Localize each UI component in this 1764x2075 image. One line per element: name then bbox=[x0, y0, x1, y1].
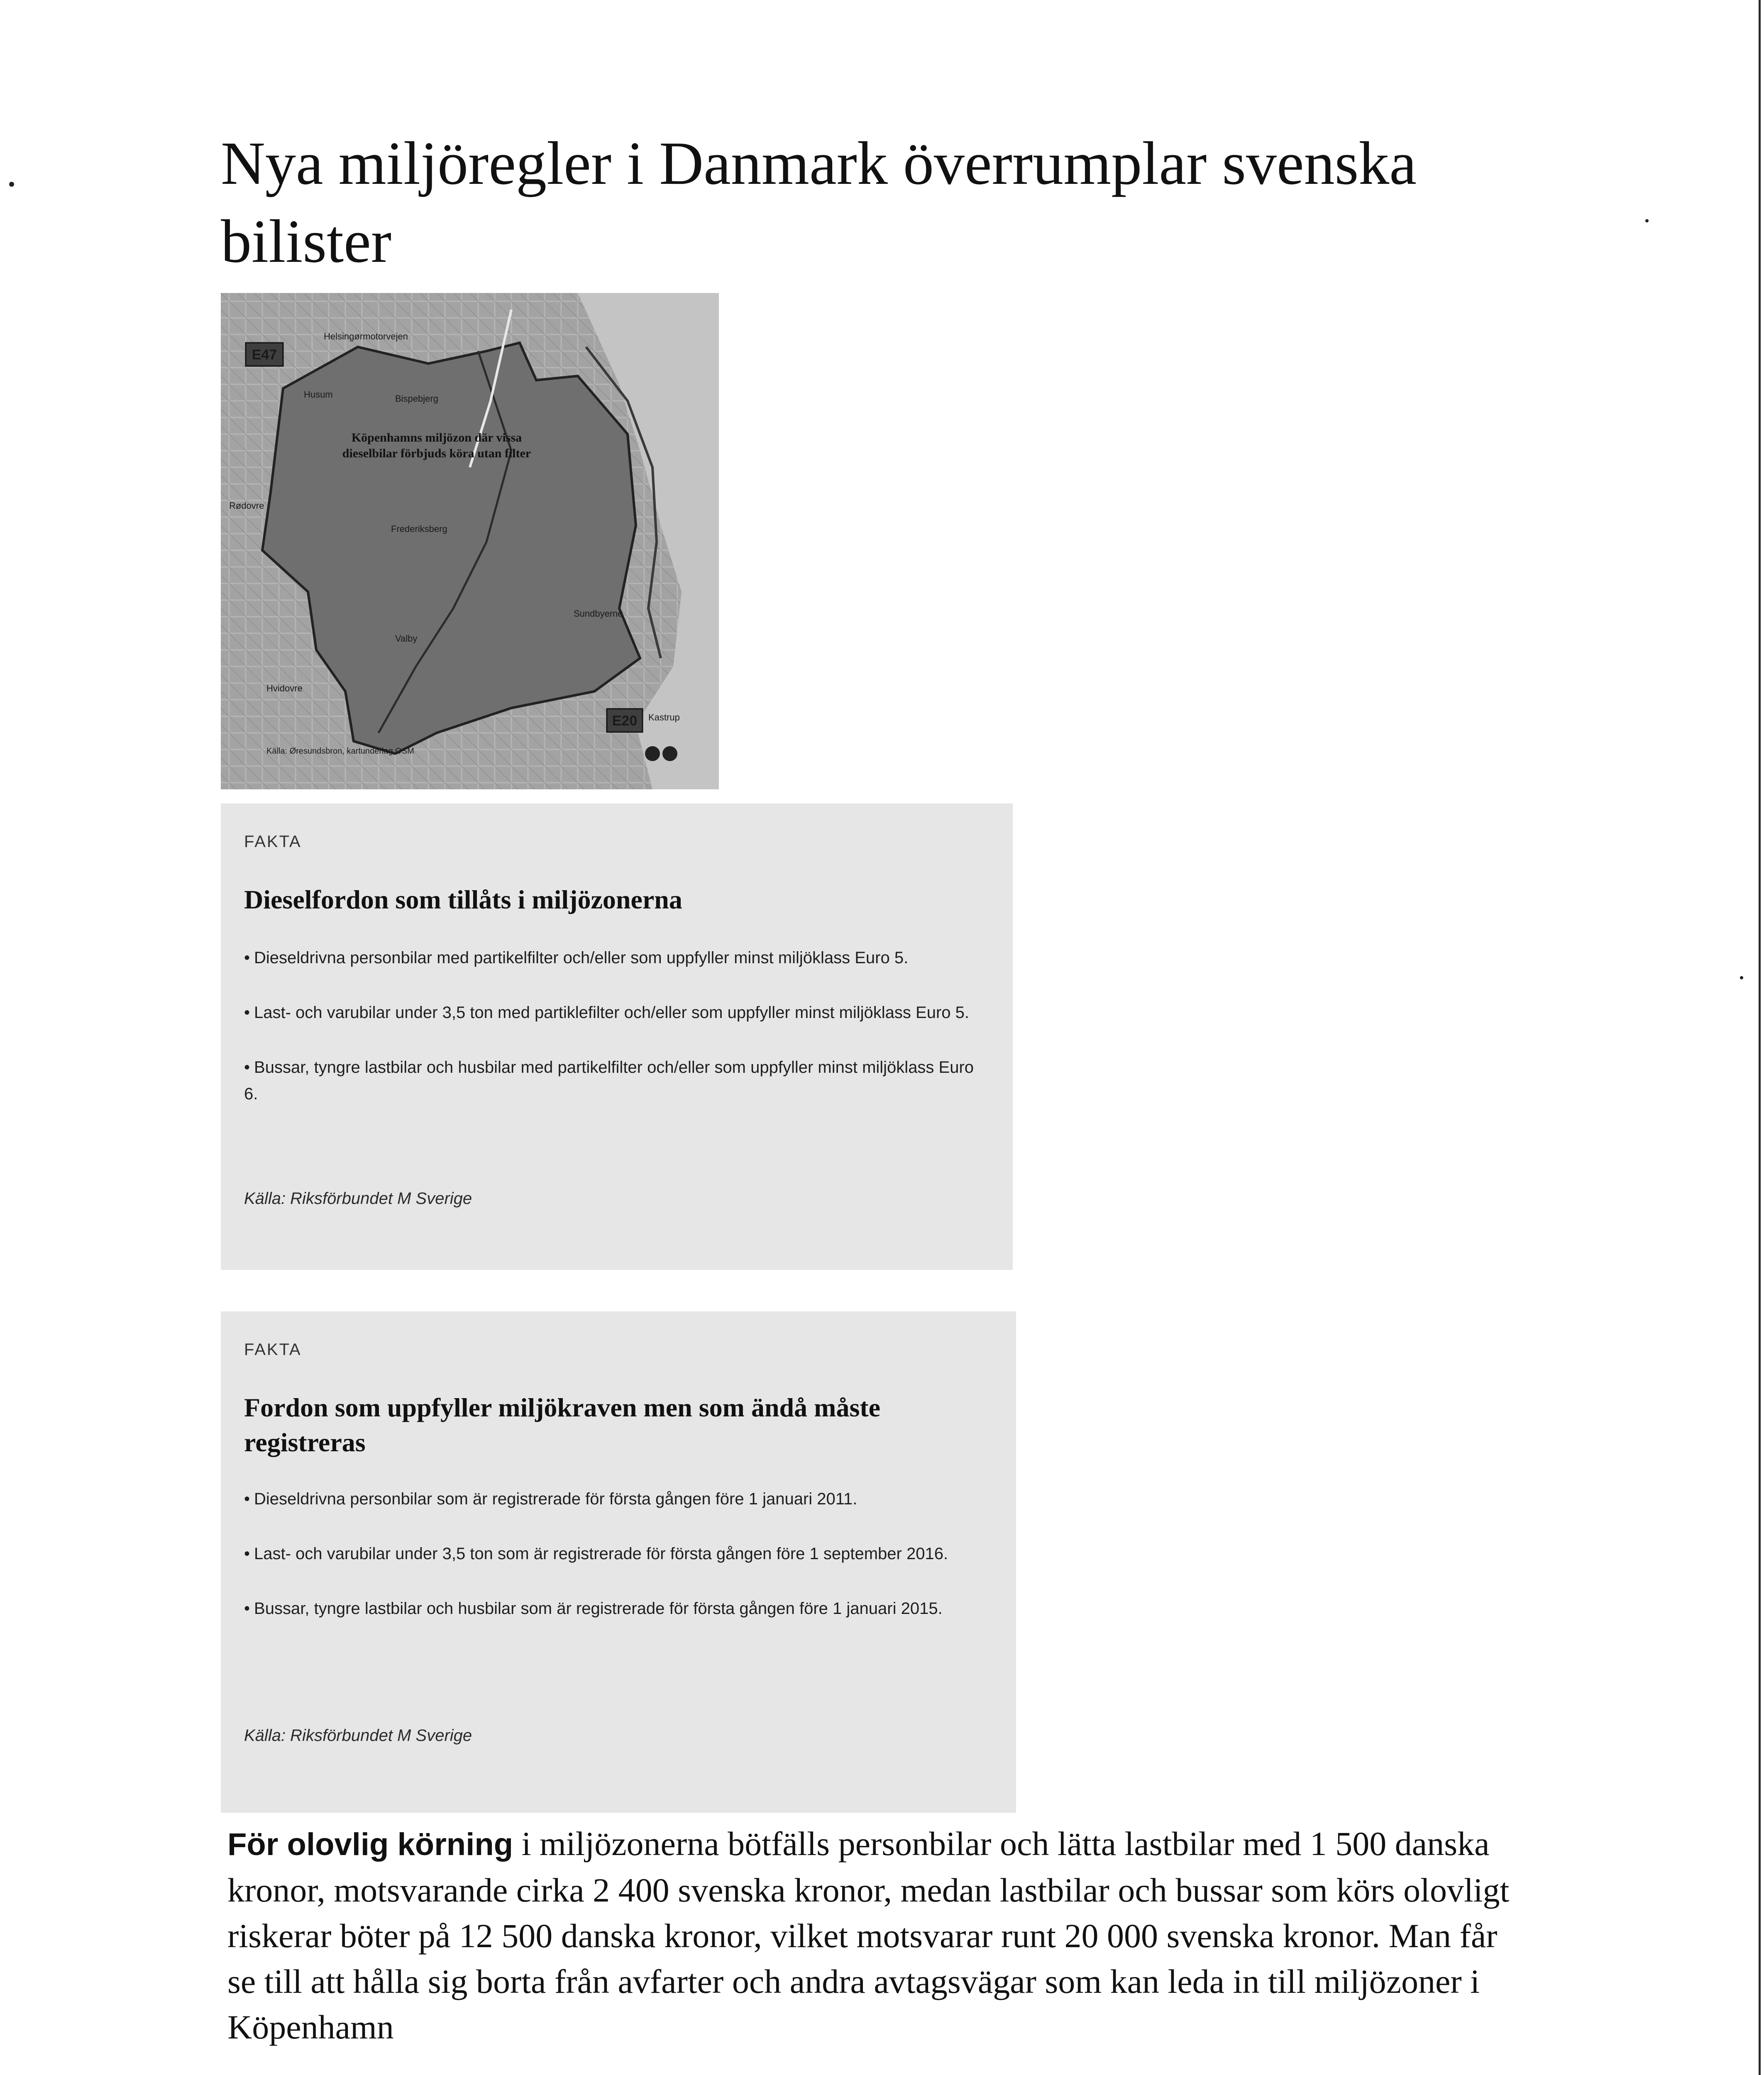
fact-title: Dieselfordon som tillåts i miljözonerna bbox=[244, 885, 682, 914]
place-label-valby: Valby bbox=[395, 633, 418, 644]
fact-source: Källa: Riksförbundet M Sverige bbox=[244, 1189, 472, 1208]
road-shield-e20 bbox=[607, 709, 643, 732]
page-edge-shadow bbox=[1759, 0, 1761, 2075]
map-caption: Köpenhamns miljözon där vissa dieselbilar förbjuds köra utan filter bbox=[342, 431, 531, 460]
fact-list bbox=[244, 945, 991, 1135]
place-label-husum: Husum bbox=[304, 389, 333, 400]
place-label-rodovre: Rødovre bbox=[229, 500, 264, 511]
map-logo-right-icon bbox=[662, 746, 677, 761]
scan-speck bbox=[1740, 976, 1743, 979]
body-lead-in: För olovlig körning bbox=[227, 1827, 513, 1862]
article-body bbox=[227, 1821, 1514, 2050]
scan-speck bbox=[9, 182, 14, 187]
body-text: i miljözonerna bötfälls personbilar och lätta lastbilar med 1 500 danska kronor, motsvarande cirka 2 400 svenska kronor, medan lastbilar och bussar som körs olovligt riskerar böter på 12 500 danska kronor, vilket motsvarar runt 20 000 svenska kronor. Man får se till att hålla sig borta från avfarter och andra avtagsvägar som kan leda in till miljözoner i Köpenhamn bbox=[227, 1825, 1510, 2046]
fact-source: Källa: Riksförbundet M Sverige bbox=[244, 1726, 472, 1745]
scan-speck bbox=[1645, 219, 1649, 222]
fact-label: FAKTA bbox=[244, 1340, 302, 1359]
svg-text:E47: E47 bbox=[252, 347, 277, 363]
list-item: • Bussar, tyngre lastbilar och husbilar med partikelfilter och/eller som uppfyller minst miljöklass Euro 6. bbox=[244, 1058, 974, 1103]
list-item: • Bussar, tyngre lastbilar och husbilar som är registrerade för första gången före 1 januari 2015. bbox=[244, 1599, 943, 1618]
svg-text:E20: E20 bbox=[612, 713, 638, 729]
list-item: • Last- och varubilar under 3,5 ton som är registrerade för första gången före 1 september 2016. bbox=[244, 1545, 948, 1563]
road-label-helsingor: Helsingørmotorvejen bbox=[324, 331, 408, 342]
place-label-sundbyerne: Sundbyerne bbox=[574, 608, 623, 619]
place-label-bispebjerg: Bispebjerg bbox=[395, 393, 438, 404]
fact-list bbox=[244, 1486, 991, 1650]
list-item: • Last- och varubilar under 3,5 ton med partiklefilter och/eller som uppfyller minst miljöklass Euro 5. bbox=[244, 1003, 969, 1022]
fact-box-must-register bbox=[221, 1311, 1016, 1813]
map-source: Källa: Øresundsbron, kartunderlag OSM bbox=[266, 747, 414, 756]
map-logo-left-icon bbox=[645, 746, 660, 761]
place-label-frederiksberg: Frederiksberg bbox=[391, 524, 447, 534]
fact-box-allowed-diesel bbox=[221, 803, 1013, 1270]
fact-label: FAKTA bbox=[244, 832, 302, 851]
list-item: • Dieseldrivna personbilar med partikelfilter och/eller som uppfyller minst miljöklass Euro 5. bbox=[244, 949, 909, 967]
zone-map bbox=[221, 293, 719, 789]
place-label-kastrup: Kastrup bbox=[648, 712, 680, 723]
article-headline: Nya miljöregler i Danmark överrumplar svenska bilister bbox=[221, 129, 1417, 276]
list-item: • Dieseldrivna personbilar som är registrerade för första gången före 1 januari 2011. bbox=[244, 1490, 858, 1508]
fact-title: Fordon som uppfyller miljökraven men som ändå måste registreras bbox=[244, 1393, 881, 1457]
road-shield-e47 bbox=[246, 343, 283, 366]
place-label-hvidovre: Hvidovre bbox=[266, 683, 303, 693]
